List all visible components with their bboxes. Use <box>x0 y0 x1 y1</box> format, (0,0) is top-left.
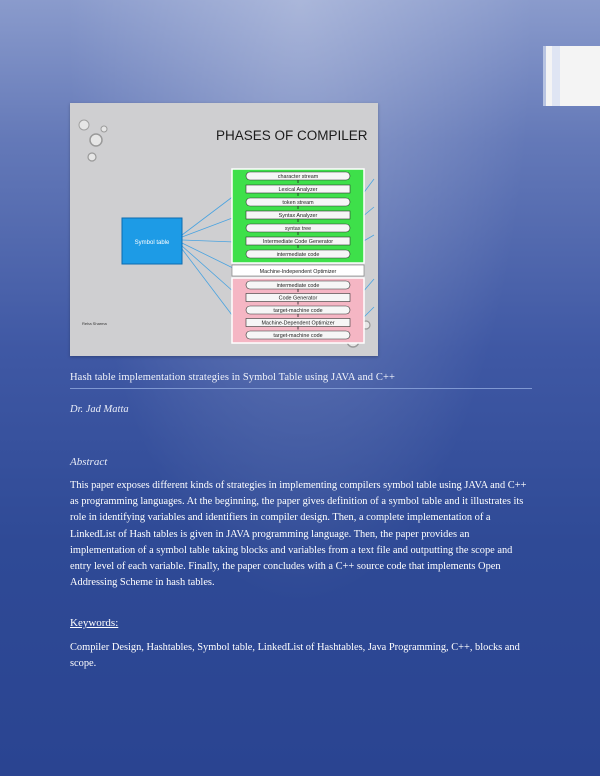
back_end-stage-label: Machine-Dependent Optimizer <box>261 320 335 327</box>
front_end-stage-label: Lexical Analyzer <box>278 187 318 193</box>
abstract-text: This paper exposes different kinds of strategies in implementing compilers symbol table using JAVA and C++ as programming languages. At the beginning, the paper gives definition of a symbol table and it illustrates its role in identifying variables and identifiers in compiler design. Then, a complete implementation of a LinkedList of Hash tables is given in JAVA programming language. Then, the paper provides an implementation of a symbol table taking blocks and variables from a text file and outputting the scope and entry level of each variable. Finally, the paper concludes with a C++ source code that implements Open Addressing Scheme in hash tables. <box>70 480 527 589</box>
front_end-stage-label: syntax tree <box>284 226 312 232</box>
bubble-decoration <box>101 126 107 132</box>
figure-footer-credit: Reha Sharma <box>82 321 107 326</box>
front_end-stage-label: Syntax Analyzer <box>278 213 318 219</box>
author-name: Dr. Jad Matta <box>70 404 129 415</box>
keywords-heading: Keywords: <box>70 617 119 629</box>
bubble-decoration <box>79 120 89 130</box>
back_end-stage-label: Code Generator <box>278 295 318 302</box>
symbol-table-label: Symbol table <box>134 240 170 246</box>
cover-figure <box>70 103 378 356</box>
compiler-phases-diagram <box>70 103 378 356</box>
bubble-decoration <box>88 153 96 161</box>
front_end-stage-label: token stream <box>282 200 314 206</box>
corner-tab-decoration <box>543 46 600 106</box>
middle-stage-label: Machine-Independent Optimizer <box>259 269 337 275</box>
back_end-stage-label: target-machine code <box>273 308 323 314</box>
back_end-stage-label: target-machine code <box>273 333 323 339</box>
front_end-stage-label: intermediate code <box>276 252 320 258</box>
bubble-decoration <box>90 134 102 146</box>
figure-heading: PHASES OF COMPILER <box>216 128 368 143</box>
title-divider <box>70 388 532 389</box>
front_end-stage-label: Intermediate Code Generator <box>262 239 334 245</box>
back_end-stage-label: intermediate code <box>276 283 320 289</box>
paper-title: Hash table implementation strategies in Symbol Table using JAVA and C++ <box>70 372 396 383</box>
keywords-text: Compiler Design, Hashtables, Symbol table, LinkedList of Hashtables, Java Programming, C++, blocks and scope. <box>70 642 520 670</box>
front_end-stage-label: character stream <box>277 174 319 180</box>
abstract-heading: Abstract <box>70 456 108 468</box>
